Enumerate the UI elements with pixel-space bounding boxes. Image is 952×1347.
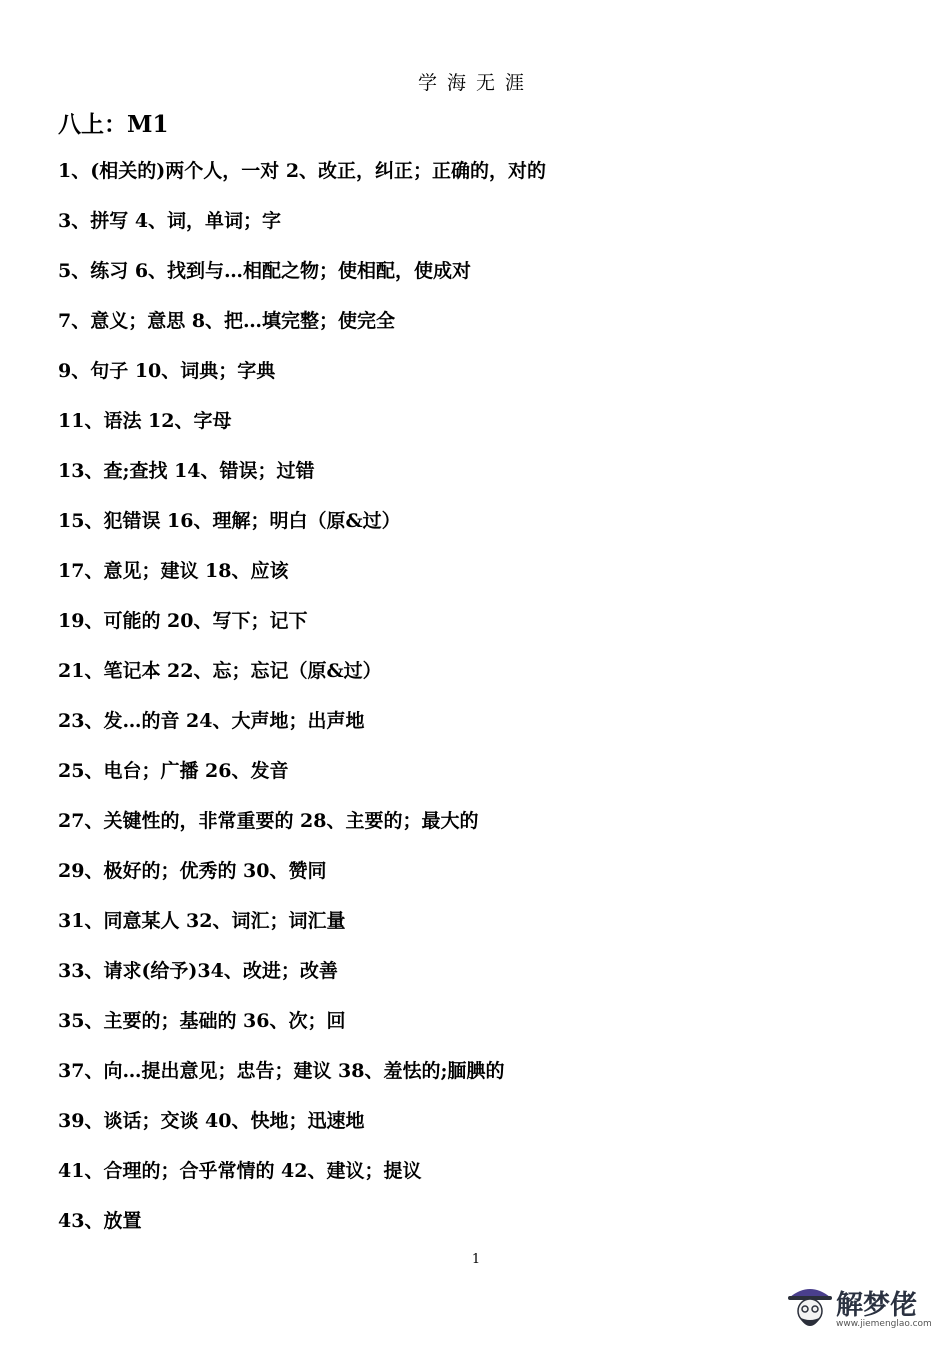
vocab-line: 27、关键性的，非常重要的 28、主要的；最大的: [58, 810, 479, 832]
vocab-line: 37、向…提出意见；忠告；建议 38、羞怯的;腼腆的: [58, 1060, 505, 1082]
vocab-line: 25、电台；广播 26、发音: [58, 760, 289, 782]
vocab-line: 9、句子 10、词典；字典: [58, 360, 276, 382]
vocab-line: 29、极好的；优秀的 30、赞同: [58, 860, 327, 882]
vocab-line: 23、发…的音 24、大声地；出声地: [58, 710, 365, 732]
vocab-line: 17、意见；建议 18、应该: [58, 560, 289, 582]
vocab-line: 39、谈话；交谈 40、快地；迅速地: [58, 1110, 365, 1132]
watermark: [788, 1279, 938, 1339]
vocab-line: 31、同意某人 32、词汇；词汇量: [58, 910, 346, 932]
watermark-url: www.jiemenglao.com: [836, 1319, 932, 1329]
vocab-line: 7、意义；意思 8、把…填完整；使完全: [58, 310, 396, 332]
vocab-line: 13、查;查找 14、错误；过错: [58, 460, 315, 482]
vocab-line: 33、请求(给予)34、改进；改善: [58, 960, 338, 982]
section-title: 八上：M1: [58, 111, 169, 138]
vocab-line: 3、拼写 4、词，单词；字: [58, 210, 282, 232]
vocab-line: 21、笔记本 22、忘；忘记（原&过）: [58, 660, 382, 682]
page-header: 学海无涯: [417, 72, 534, 94]
page-number: 1: [471, 1252, 481, 1267]
vocab-line: 43、放置: [58, 1210, 142, 1232]
vocab-line: 11、语法 12、字母: [58, 410, 232, 432]
vocab-line: 41、合理的；合乎常情的 42、建议；提议: [58, 1160, 422, 1182]
vocab-line: 19、可能的 20、写下；记下: [58, 610, 308, 632]
vocab-line: 35、主要的；基础的 36、次；回: [58, 1010, 346, 1032]
vocab-line: 15、犯错误 16、理解；明白（原&过）: [58, 510, 401, 532]
watermark-brand: 解梦佬: [836, 1290, 917, 1321]
fortune-teller-logo-icon: [788, 1283, 832, 1335]
vocab-line: 1、(相关的)两个人，一对 2、改正，纠正；正确的，对的: [58, 160, 547, 182]
vocab-line: 5、练习 6、找到与…相配之物；使相配，使成对: [58, 260, 472, 282]
vocab-list: [58, 156, 918, 1256]
